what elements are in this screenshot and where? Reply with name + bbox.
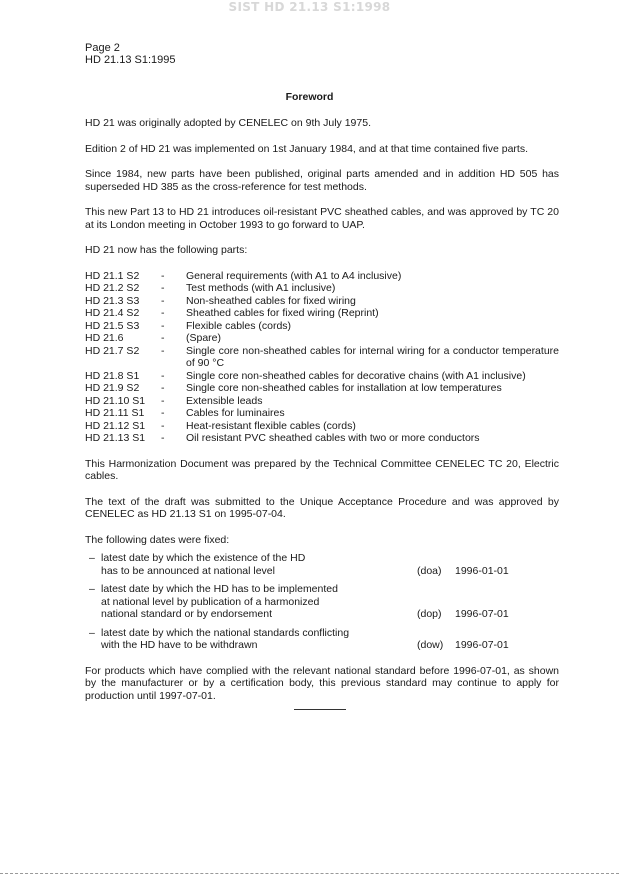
date-code: (dow) [417,639,444,651]
part-dash: - [161,369,165,382]
part-description: Heat-resistant flexible cables (cords) [186,419,356,432]
part-code: HD 21.4 S2 [85,307,140,319]
date-description-line: national standard or by endorsement [101,608,273,620]
date-description-line: latest date by which the existence of the HD [101,552,306,564]
part-description: Single core non-sheathed cables for installation at low temperatures [186,382,502,394]
paragraph-harmonization: This Harmonization Document was prepared by the Technical Committee CENELEC TC 20, Electric cables. [85,457,559,482]
part-description: Test methods (with A1 inclusive) [186,282,336,294]
list-item [85,627,559,652]
part-dash: - [161,407,165,419]
list-item [85,320,559,333]
date-description-line: has to be announced at national level [101,564,275,577]
list-item [85,332,559,345]
dates-list [85,552,559,652]
foreword-body [85,117,559,715]
parts-list [85,270,559,445]
part-code: HD 21.2 S2 [85,282,140,294]
part-description: Non-sheathed cables for fixed wiring [186,294,356,307]
page-bottom-rule [0,873,619,874]
part-description: Sheathed cables for fixed wiring (Reprint) [186,307,379,319]
part-description: Extensible leads [186,394,263,407]
part-code: HD 21.12 S1 [85,419,146,432]
part-description: Flexible cables (cords) [186,319,292,332]
paragraph-part13: This new Part 13 to HD 21 introduces oil-resistant PVC sheathed cables, and was approved by TC 20 at its London meeting in October 1993 to go forward to UAP. [85,206,559,231]
date-value: 1996-07-01 [455,608,509,620]
list-item [85,420,559,433]
part-dash: - [161,269,165,282]
date-description-line: latest date by which the HD has to be implemented [101,583,338,595]
date-description [101,627,421,652]
paragraph-dates-intro: The following dates were fixed: [85,533,230,546]
part-dash: - [161,332,165,344]
end-rule [294,709,346,710]
date-value: 1996-07-01 [455,639,509,651]
part-dash: - [161,432,165,444]
part-description: Cables for luminaires [186,407,285,419]
paragraph-edition: Edition 2 of HD 21 was implemented on 1st January 1984, and at that time contained five parts. [85,142,529,155]
part-code: HD 21.7 S2 [85,344,140,357]
watermark: SIST HD 21.13 S1:1998 [228,0,391,14]
part-dash: - [161,319,165,332]
part-description: (Spare) [186,332,222,344]
list-item [85,345,559,370]
list-item [85,407,559,420]
part-code: HD 21.6 [85,332,124,344]
list-item [85,307,559,320]
list-item [85,583,559,621]
part-code: HD 21.13 S1 [85,432,146,444]
part-dash: - [161,419,165,432]
part-dash: - [161,394,165,407]
part-code: HD 21.11 S1 [85,407,145,419]
part-description: General requirements (with A1 to A4 inclusive) [186,269,402,282]
document-id: HD 21.13 S1:1995 [85,54,176,66]
page-number: Page 2 [85,42,120,54]
part-dash: - [161,344,165,357]
date-code: (dop) [417,608,442,620]
part-description: Single core non-sheathed cables for internal wiring for a conductor temperature of 90 °C [186,344,559,369]
part-description: Oil resistant PVC sheathed cables with two or more conductors [186,432,480,444]
list-item [85,552,559,577]
part-code: HD 21.10 S1 [85,394,146,407]
paragraph-adoption: HD 21 was originally adopted by CENELEC on 9th July 1975. [85,117,371,129]
list-item [85,382,559,395]
bullet-dash: – [89,583,95,595]
part-code: HD 21.5 S3 [85,319,140,332]
date-description-line: at national level by publication of a harmonized [101,595,320,608]
bullet-dash: – [89,626,95,639]
paragraph-products: For products which have complied with the relevant national standard before 1996-07-01, as shown by the manufacturer or by a certification body, this previous standard may continue to apply for production until 1997-07-01. [85,664,559,702]
part-dash: - [161,282,165,294]
part-code: HD 21.1 S2 [85,269,140,282]
list-item [85,370,559,383]
page-title: Foreword [285,91,334,103]
date-description [101,552,421,577]
part-code: HD 21.3 S3 [85,294,140,307]
part-dash: - [161,382,165,394]
part-code: HD 21.8 S1 [85,369,140,382]
date-code: (doa) [417,564,442,577]
date-value: 1996-01-01 [455,564,509,577]
bullet-dash: – [89,552,95,564]
list-item [85,432,559,445]
list-item [85,282,559,295]
part-dash: - [161,294,165,307]
date-description-line: latest date by which the national standards conflicting [101,626,350,639]
list-item [85,270,559,283]
list-item [85,295,559,308]
paragraph-parts-intro: HD 21 now has the following parts: [85,244,248,256]
page-header [85,42,176,66]
paragraph-draft-approval: The text of the draft was submitted to the Unique Acceptance Procedure and was approved by CENELEC as HD 21.13 S1 on 1995-07-04. [85,495,559,520]
part-code: HD 21.9 S2 [85,382,140,394]
date-description [101,583,421,621]
paragraph-history: Since 1984, new parts have been published, original parts amended and in addition HD 505 has superseded HD 385 as the cross-reference for test methods. [85,168,559,193]
part-dash: - [161,307,165,319]
part-description: Single core non-sheathed cables for decorative chains (with A1 inclusive) [186,369,526,382]
date-description-line: with the HD have to be withdrawn [101,639,258,651]
list-item [85,395,559,408]
